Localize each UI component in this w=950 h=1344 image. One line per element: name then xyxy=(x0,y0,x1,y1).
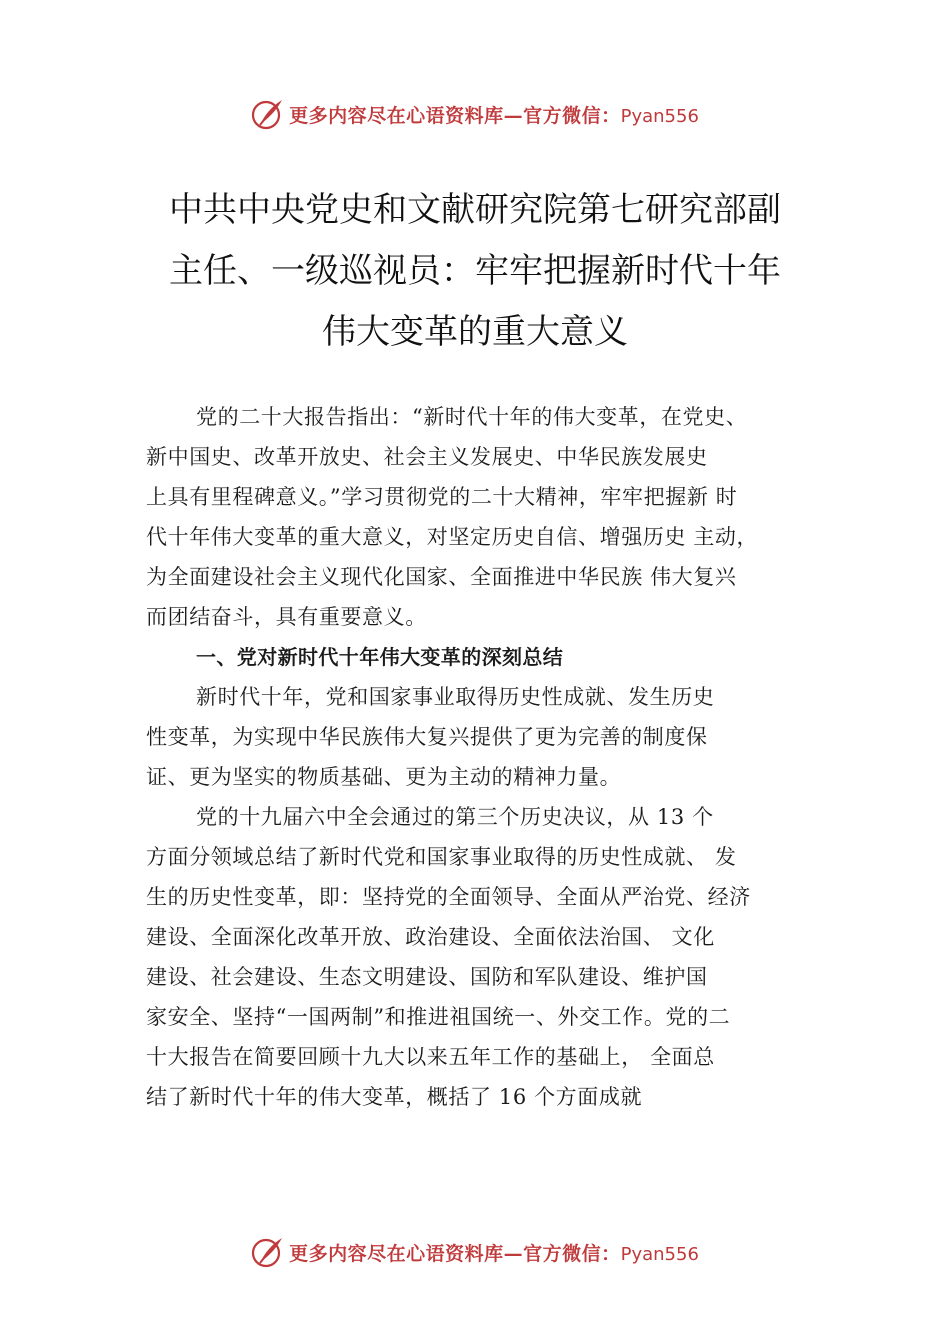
paragraph-line: 证、更为坚实的物质基础、更为主动的精神力量。 xyxy=(146,765,622,789)
paragraph-line: 生的历史性变革，即：坚持党的全面领导、全面从严治党、经济 xyxy=(146,885,751,909)
paragraph-line: 十大报告在简要回顾十九大以来五年工作的基础上， 全面总 xyxy=(146,1045,715,1069)
paragraph-line: 家安全、坚持“一国两制”和推进祖国统一、外交工作。党的二 xyxy=(146,1005,731,1029)
banner-text: 更多内容尽在心语资料库—官方微信：Pyan556 xyxy=(289,1242,699,1265)
title-line: 主任、一级巡视员：牢牢把握新时代十年 xyxy=(169,251,781,291)
quill-pen-logo-icon xyxy=(251,97,285,131)
title-line: 伟大变革的重大意义 xyxy=(322,312,628,352)
banner-text: 更多内容尽在心语资料库—官方微信：Pyan556 xyxy=(289,104,699,127)
section-heading: 一、党对新时代十年伟大变革的深刻总结 xyxy=(196,645,564,669)
quill-pen-logo-icon xyxy=(251,1235,285,1269)
wechat-id: Pyan556 xyxy=(620,1243,699,1265)
paragraph-line: 新时代十年，党和国家事业取得历史性成就、发生历史 xyxy=(196,685,715,709)
paragraph-line: 性变革，为实现中华民族伟大复兴提供了更为完善的制度保 xyxy=(146,725,708,749)
document-body xyxy=(146,397,836,1117)
header-banner xyxy=(0,94,950,134)
document-title xyxy=(120,180,830,363)
paragraph-line: 方面分领域总结了新时代党和国家事业取得的历史性成就、 发 xyxy=(146,845,737,869)
paragraph-line: 建设、全面深化改革开放、政治建设、全面依法治国、 文化 xyxy=(146,925,715,949)
footer-banner xyxy=(0,1232,950,1272)
paragraph-line: 而团结奋斗，具有重要意义。 xyxy=(146,605,427,629)
paragraph-line: 为全面建设社会主义现代化国家、全面推进中华民族 伟大复兴 xyxy=(146,565,737,589)
title-line: 中共中央党史和文献研究院第七研究部副 xyxy=(169,190,781,230)
paragraph-line: 党的二十大报告指出：“新时代十年的伟大变革，在党史、 xyxy=(196,405,748,429)
paragraph-line: 上具有里程碑意义。”学习贯彻党的二十大精神，牢牢把握新 时 xyxy=(146,485,738,509)
paragraph-line: 新中国史、改革开放史、社会主义发展史、中华民族发展史 xyxy=(146,445,708,469)
paragraph-line: 建设、社会建设、生态文明建设、国防和军队建设、维护国 xyxy=(146,965,708,989)
paragraph-line: 党的十九届六中全会通过的第三个历史决议，从 13 个 xyxy=(196,805,714,829)
paragraph-line: 结了新时代十年的伟大变革，概括了 16 个方面成就 xyxy=(146,1085,643,1109)
wechat-id: Pyan556 xyxy=(620,105,699,127)
paragraph-line: 代十年伟大变革的重大意义，对坚定历史自信、增强历史 主动， xyxy=(146,525,759,549)
